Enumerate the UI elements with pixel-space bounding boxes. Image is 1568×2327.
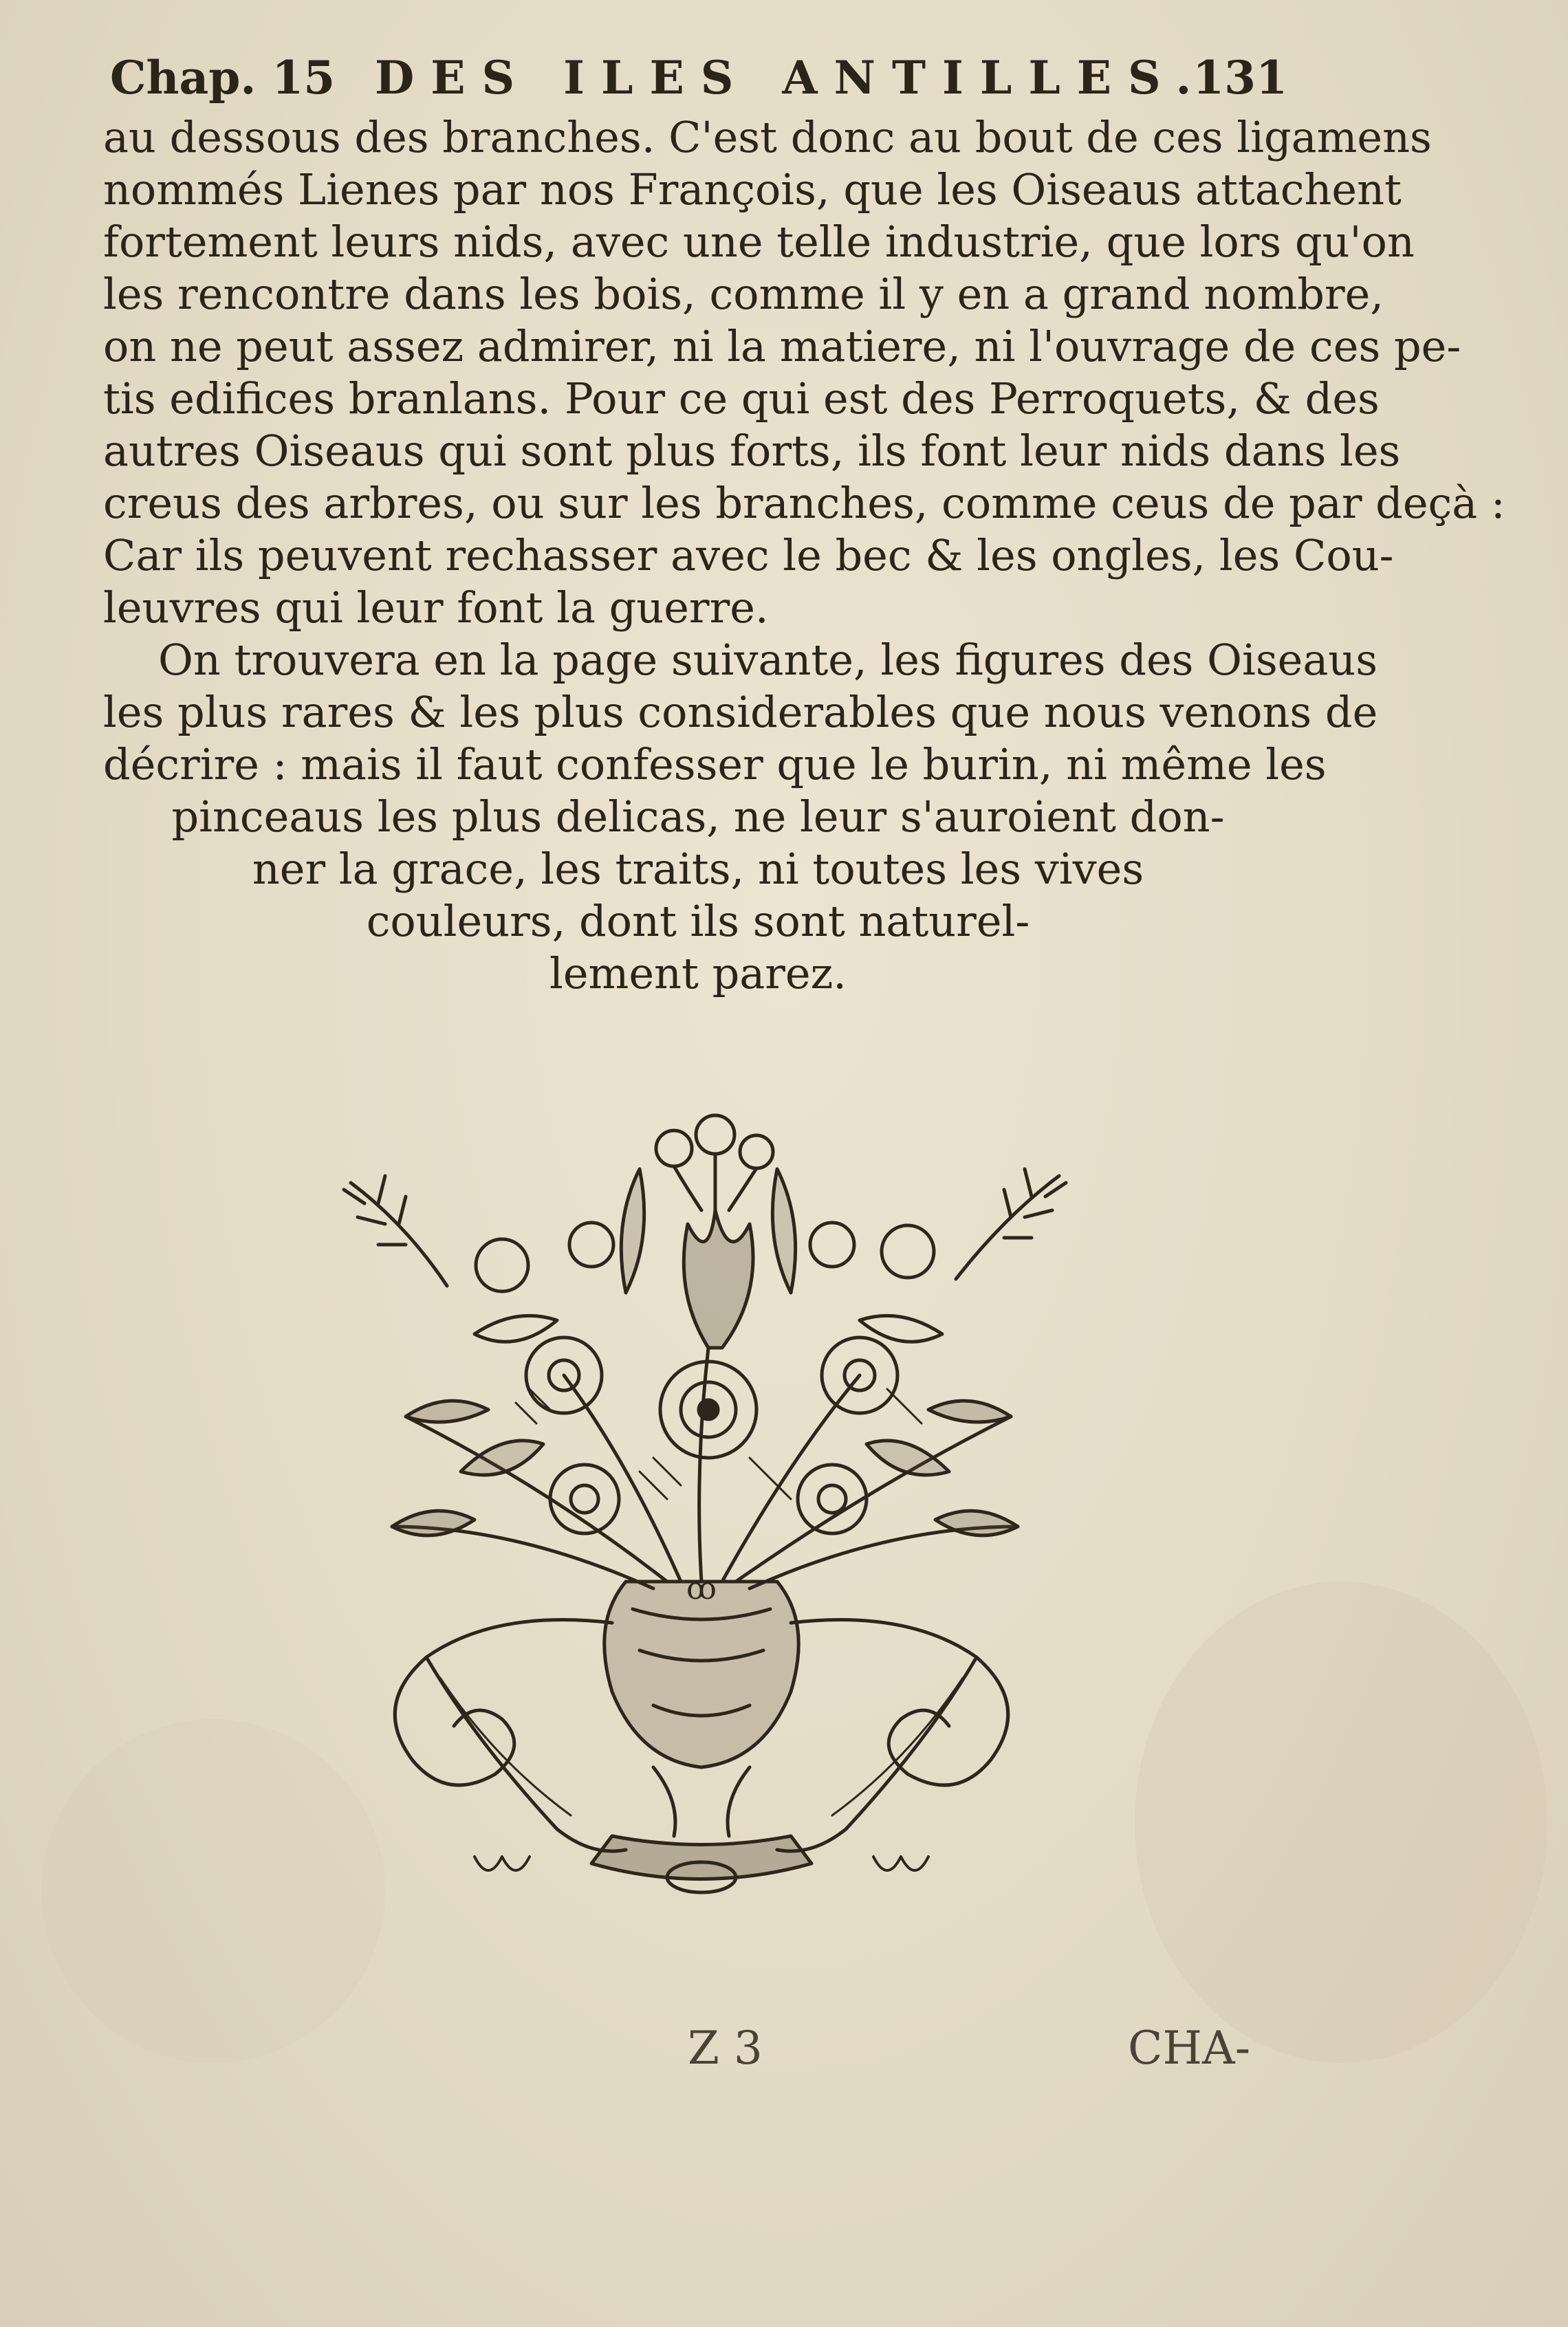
signature-mark: Z 3 (688, 2022, 763, 2075)
flower-vase-woodcut-icon (268, 1086, 1135, 1912)
text-line: leuvres qui leur font la guerre. (103, 582, 769, 633)
text-line: creus des arbres, ou sur les branches, comme ceus de par deçà : (103, 478, 1505, 528)
paper-stain (1135, 1582, 1547, 2063)
text-line: ner la grace, les traits, ni toutes les vives (252, 844, 1144, 894)
body-text (103, 111, 1505, 1000)
catchword: CHA- (1128, 2022, 1251, 2075)
running-header (110, 43, 1293, 118)
text-line: lement parez. (549, 948, 847, 998)
text-line: nommés Lienes par nos François, que les Oiseaus attachent (103, 164, 1402, 215)
running-title: DES ILES ANTILLES. (375, 51, 1208, 105)
text-line: on ne peut assez admirer, ni la matiere, ni l'ouvrage de ces pe- (103, 321, 1461, 371)
page-footer (0, 2015, 1568, 2084)
text-line: pinceaus les plus delicas, ne leur s'auroient don- (171, 791, 1225, 842)
text-line: couleurs, dont ils sont naturel- (366, 896, 1030, 946)
text-line: les plus rares & les plus considerables que nous venons de (103, 687, 1378, 737)
text-line: au dessous des branches. C'est donc au bout de ces ligamens (103, 112, 1432, 162)
text-line: autres Oiseaus qui sont plus forts, ils font leur nids dans les (103, 426, 1401, 476)
svg-text:ꝏ: ꝏ (686, 1571, 717, 1606)
text-line: Car ils peuvent rechasser avec le bec & les ongles, les Cou- (103, 530, 1394, 580)
text-line: les rencontre dans les bois, comme il y en a grand nombre, (103, 269, 1384, 319)
text-line: fortement leurs nids, avec une telle industrie, que lors qu'on (103, 217, 1415, 267)
text-line: décrire : mais il faut confesser que le burin, ni même les (103, 739, 1327, 789)
page-number: 131 (1193, 51, 1287, 105)
text-line: On trouvera en la page suivante, les figures des Oiseaus (158, 635, 1378, 685)
chapter-label: Chap. 15 (110, 51, 336, 105)
text-line: tis edifices branlans. Pour ce qui est des Perroquets, & des (103, 373, 1380, 424)
